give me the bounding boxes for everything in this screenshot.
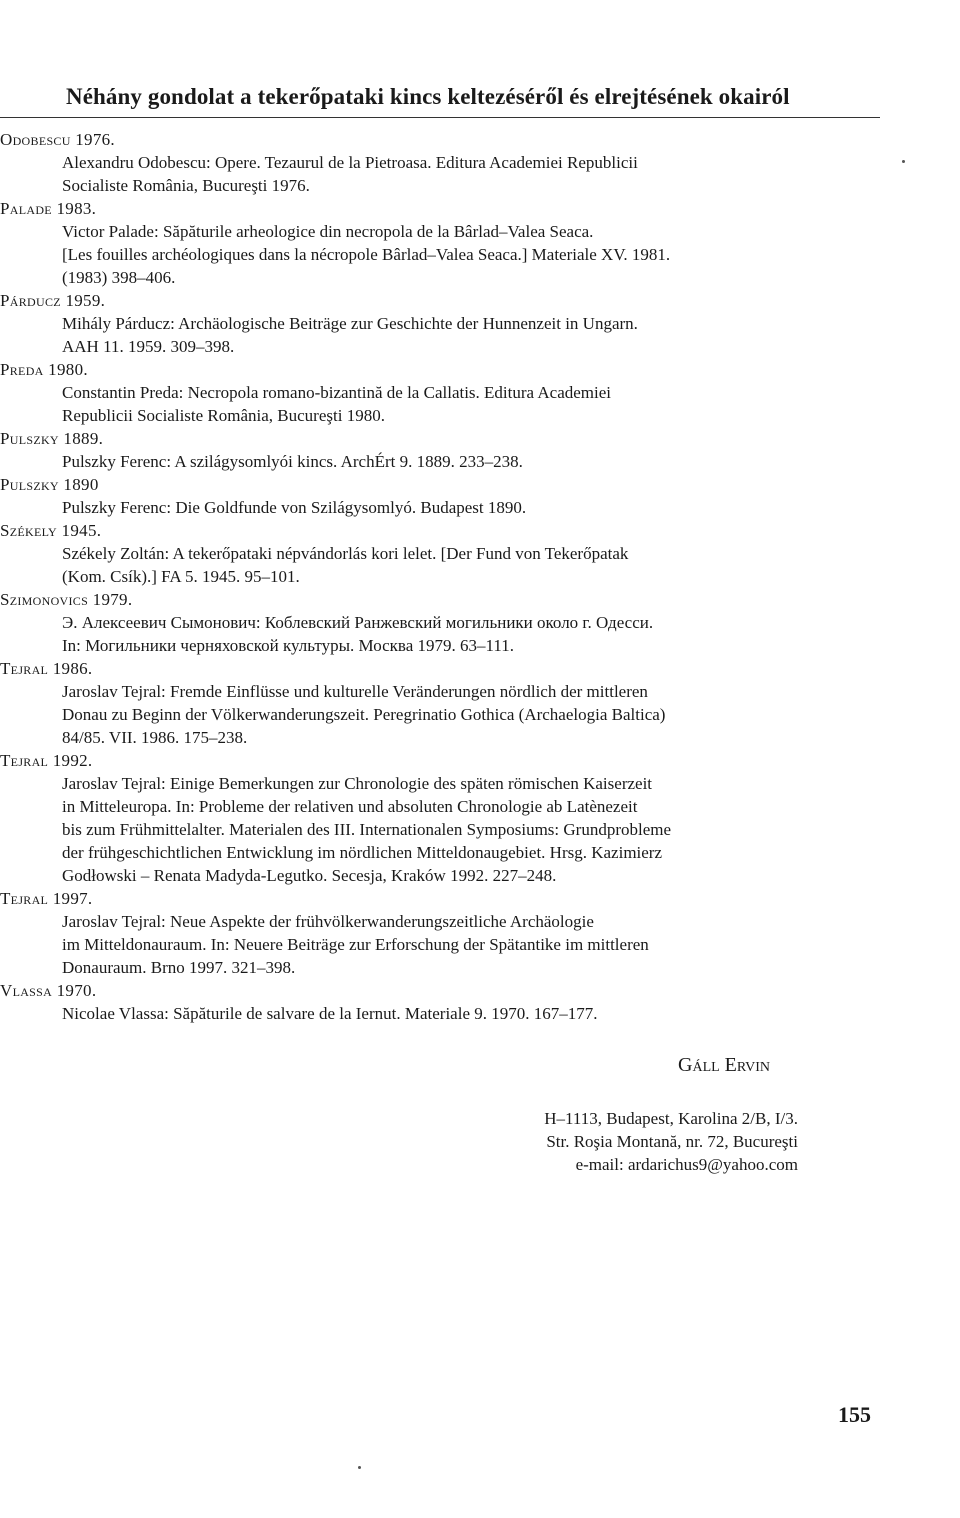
reference-list: [0, 128, 900, 1025]
author-name: Gáll Ervin: [678, 1054, 770, 1076]
reference-entry: [0, 197, 900, 289]
reference-entry: [0, 289, 900, 358]
reference-text-line: Jaroslav Tejral: Neue Aspekte der frühvölkerwanderungszeitliche Archäologie: [62, 912, 594, 931]
reference-text-line: In: Могильники черняховской культуры. Москва 1979. 63–111.: [62, 636, 515, 655]
reference-text-line: der frühgeschichtlichen Entwicklung im nördlichen Mitteldonaugebiet. Hrsg. Kazimierz: [62, 843, 663, 862]
header-divider: [0, 117, 880, 118]
reference-text-line: [Les fouilles archéologiques dans la nécropole Bârlad–Valea Seaca.] Materiale XV. 1981.: [62, 245, 671, 264]
reference-key: Palade 1983.: [0, 199, 97, 218]
reference-key: Pulszky 1889.: [0, 429, 104, 448]
reference-key: Tejral 1997.: [0, 889, 93, 908]
reference-text-line: 84/85. VII. 1986. 175–238.: [62, 728, 248, 747]
reference-key: Vlassa 1970.: [0, 981, 97, 1000]
reference-text-line: Jaroslav Tejral: Einige Bemerkungen zur Chronologie des späten römischen Kaiserzeit: [62, 774, 653, 793]
reference-entry: [0, 358, 900, 427]
author-address: [478, 1107, 798, 1176]
reference-text-line: (1983) 398–406.: [62, 268, 176, 287]
reference-key: Párducz 1959.: [0, 291, 106, 310]
reference-entry: [0, 519, 900, 588]
reference-text-line: in Mitteleuropa. In: Probleme der relativen und absoluten Chronologie ab Latènezeit: [62, 797, 638, 816]
reference-text-line: Constantin Preda: Necropola romano-bizantină de la Callatis. Editura Academiei: [62, 383, 612, 402]
reference-key: Tejral 1986.: [0, 659, 93, 678]
reference-entry: [0, 588, 900, 657]
reference-text-line: Godłowski – Renata Madyda-Legutko. Secesja, Kraków 1992. 227–248.: [62, 866, 557, 885]
reference-text-line: Jaroslav Tejral: Fremde Einflüsse und kulturelle Veränderungen nördlich der mittleren: [62, 682, 648, 701]
reference-text-line: Donau zu Beginn der Völkerwanderungszeit. Peregrinatio Gothica (Archaelogia Baltica): [62, 705, 666, 724]
reference-entry: [0, 657, 900, 749]
scan-speck: [358, 1466, 361, 1469]
reference-text-line: Székely Zoltán: A tekerőpataki népvándorlás kori lelet. [Der Fund von Tekerőpatak: [62, 544, 629, 563]
reference-key: Pulszky 1890: [0, 475, 99, 494]
reference-text-line: (Kom. Csík).] FA 5. 1945. 95–101.: [62, 567, 300, 586]
reference-key: Preda 1980.: [0, 360, 88, 379]
address-line-email: e-mail: ardarichus9@yahoo.com: [575, 1155, 798, 1174]
reference-text-line: Mihály Párducz: Archäologische Beiträge zur Geschichte der Hunnenzeit in Ungarn.: [62, 314, 638, 333]
reference-entry: [0, 887, 900, 979]
reference-entry: [0, 979, 900, 1025]
reference-key: Szimonovics 1979.: [0, 590, 133, 609]
reference-text-line: Pulszky Ferenc: Die Goldfunde von Szilágysomlyó. Budapest 1890.: [62, 498, 527, 517]
address-line-street: Str. Roşia Montană, nr. 72, Bucureşti: [546, 1132, 798, 1151]
reference-entry: [0, 128, 900, 197]
reference-text-line: Donauraum. Brno 1997. 321–398.: [62, 958, 296, 977]
reference-text-line: bis zum Frühmittelalter. Materialen des III. Internationalen Symposiums: Grundprobleme: [62, 820, 672, 839]
page-number: 155: [838, 1402, 871, 1427]
reference-key: Székely 1945.: [0, 521, 102, 540]
reference-entry: [0, 749, 900, 887]
reference-text-line: Nicolae Vlassa: Săpăturile de salvare de la Iernut. Materiale 9. 1970. 167–177.: [62, 1004, 598, 1023]
reference-text-line: Republicii Socialiste România, Bucureşti 1980.: [62, 406, 385, 425]
reference-text-line: Alexandru Odobescu: Opere. Tezaurul de la Pietroasa. Editura Academiei Republicii: [62, 153, 638, 172]
page-title: Néhány gondolat a tekerőpataki kincs keltezéséről és elrejtésének okairól: [66, 84, 790, 109]
reference-text-line: Э. Алексеевич Сымонович: Коблевский Ранжевский могильники около г. Одесси.: [62, 613, 654, 632]
reference-text-line: Socialiste România, Bucureşti 1976.: [62, 176, 310, 195]
reference-text-line: AAH 11. 1959. 309–398.: [62, 337, 235, 356]
reference-entry: [0, 427, 900, 473]
reference-text-line: im Mitteldonauraum. In: Neuere Beiträge zur Erforschung der Spätantike im mittleren: [62, 935, 649, 954]
reference-text-line: Pulszky Ferenc: A szilágysomlyói kincs. ArchÉrt 9. 1889. 233–238.: [62, 452, 523, 471]
reference-entry: [0, 473, 900, 519]
reference-key: Tejral 1992.: [0, 751, 93, 770]
scan-speck: [902, 160, 905, 163]
reference-key: Odobescu 1976.: [0, 130, 115, 149]
address-line-postal: H–1113, Budapest, Karolina 2/B, I/3.: [544, 1109, 798, 1128]
reference-text-line: Victor Palade: Săpăturile arheologice din necropola de la Bârlad–Valea Seaca.: [62, 222, 594, 241]
